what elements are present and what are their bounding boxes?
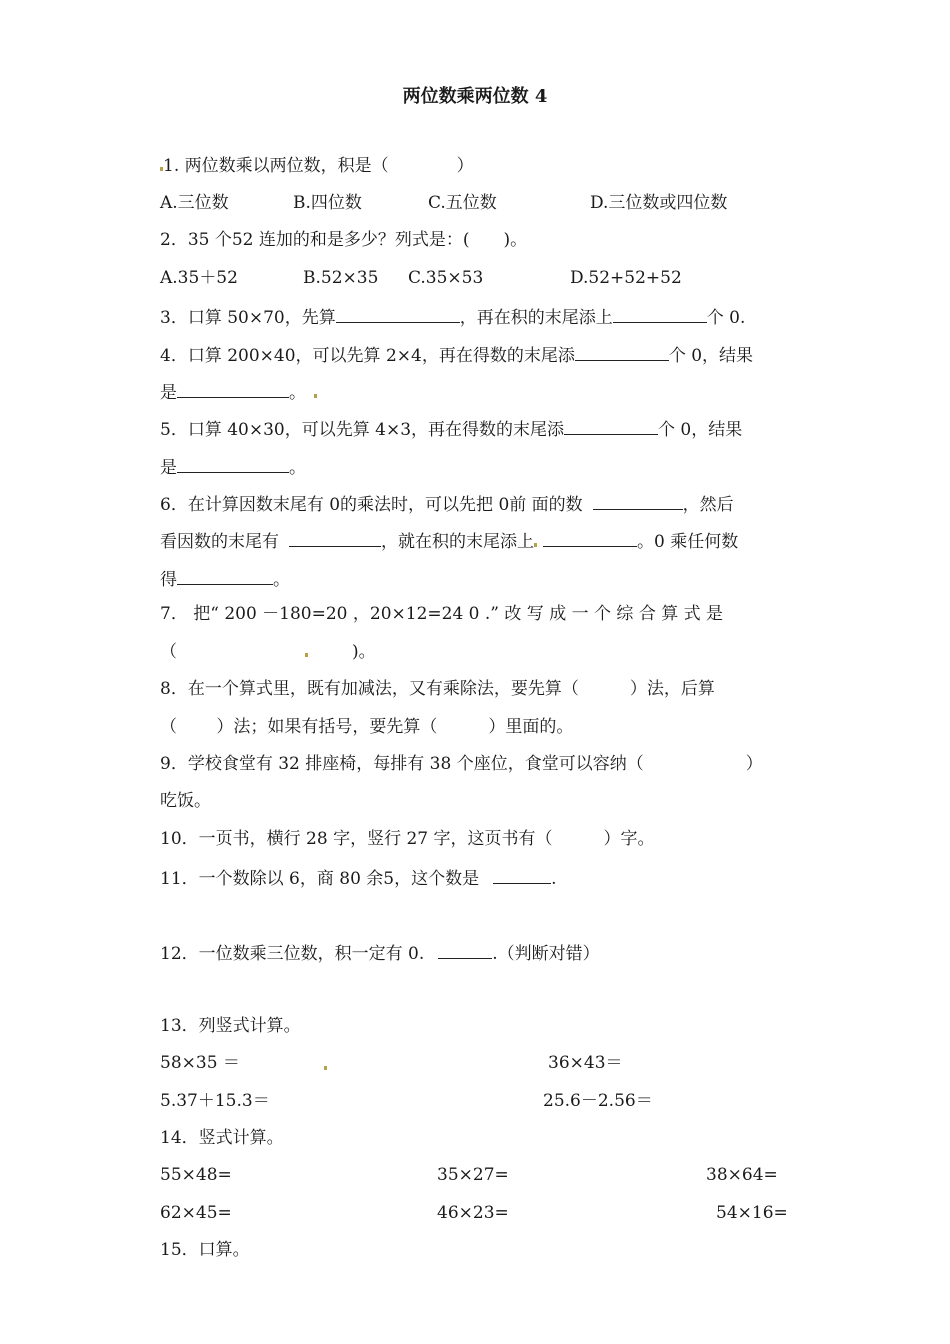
- question-6-cont2: 得 。: [160, 566, 290, 591]
- q1-option-a: A.三位数: [160, 193, 229, 213]
- question-11: 11．一个数除以 6，商 80 余5，这个数是 .: [160, 865, 557, 890]
- answer-blank[interactable]: [543, 528, 637, 547]
- answer-blank[interactable]: [177, 566, 273, 585]
- question-9-cont: 吃饭。: [160, 791, 211, 811]
- question-13-heading: 13．列竖式计算。: [160, 1016, 301, 1036]
- answer-blank[interactable]: [564, 416, 658, 435]
- question-6-cont: 看因数的末尾有 ，就在积的末尾添上 。0 乘任何数: [160, 528, 738, 553]
- calc-item: 25.6－2.56＝: [543, 1091, 653, 1111]
- answer-blank[interactable]: [438, 940, 492, 959]
- answer-blank[interactable]: [177, 379, 289, 398]
- question-2: 2．35 个52 连加的和是多少？列式是：( )。: [160, 230, 528, 250]
- question-8-cont: （ ）法；如果有括号，要先算（ ）里面的。: [160, 717, 574, 737]
- mark-dot: [324, 1066, 327, 1070]
- question-3: 3．口算 50×70，先算 ，再在积的末尾添上 个 0.: [160, 304, 745, 329]
- question-7-cont: （ )。: [160, 642, 376, 662]
- q2-option-c: C.35×53: [408, 268, 484, 288]
- answer-blank[interactable]: [575, 342, 669, 361]
- calc-item: 62×45=: [160, 1203, 232, 1223]
- q1-option-c: C.五位数: [428, 193, 497, 213]
- page-title: 两位数乘两位数 4: [402, 86, 548, 107]
- answer-blank[interactable]: [493, 865, 551, 884]
- calc-item: 36×43＝: [548, 1053, 623, 1073]
- answer-blank[interactable]: [289, 528, 381, 547]
- question-10: 10．一页书，横行 28 字，竖行 27 字，这页书有（ ）字。: [160, 829, 655, 849]
- q2-option-a: A.35＋52: [160, 268, 238, 288]
- q2-option-d: D.52+52+52: [570, 268, 682, 288]
- question-5-cont: 是 。: [160, 454, 306, 479]
- mark-dot: [534, 543, 537, 547]
- question-15: 15．口算。: [160, 1240, 250, 1260]
- calc-item: 5.37＋15.3＝: [160, 1091, 270, 1111]
- mark-dot: [314, 394, 317, 398]
- question-14-heading: 14．竖式计算。: [160, 1128, 284, 1148]
- question-8: 8．在一个算式里，既有加减法，又有乘除法，要先算（ ）法，后算: [160, 679, 715, 699]
- calc-item: 38×64=: [706, 1165, 778, 1185]
- calc-item: 55×48=: [160, 1165, 232, 1185]
- calc-item: 54×16=: [716, 1203, 788, 1223]
- calc-item: 46×23=: [437, 1203, 509, 1223]
- calc-item: 35×27=: [437, 1165, 509, 1185]
- q1-option-b: B.四位数: [293, 193, 362, 213]
- mark-dot: [305, 653, 308, 657]
- answer-blank[interactable]: [593, 491, 683, 510]
- calc-item: 58×35 ＝: [160, 1053, 240, 1073]
- question-4-cont: 是 。: [160, 379, 317, 404]
- answer-blank[interactable]: [177, 454, 289, 473]
- question-1: 1. 两位数乘以两位数，积是（ ）: [160, 155, 474, 177]
- question-12: 12．一位数乘三位数，积一定有 0. .（判断对错）: [160, 940, 600, 965]
- question-7: 7． 把“ 200 －180=20 ，20×12=24 0 .” 改 写 成 一 个 综 合 算 式 是: [160, 604, 724, 624]
- q2-option-b: B.52×35: [303, 268, 379, 288]
- question-4: 4．口算 200×40，可以先算 2×4，再在得数的末尾添 个 0，结果: [160, 342, 753, 367]
- question-6: 6．在计算因数末尾有 0的乘法时，可以先把 0前 面的数 ，然后: [160, 491, 734, 516]
- question-5: 5．口算 40×30，可以先算 4×3，再在得数的末尾添 个 0，结果: [160, 416, 742, 441]
- question-9: 9．学校食堂有 32 排座椅，每排有 38 个座位，食堂可以容纳（ ）: [160, 754, 763, 774]
- answer-blank[interactable]: [613, 304, 707, 323]
- answer-blank[interactable]: [336, 304, 460, 323]
- q1-option-d: D.三位数或四位数: [590, 193, 728, 213]
